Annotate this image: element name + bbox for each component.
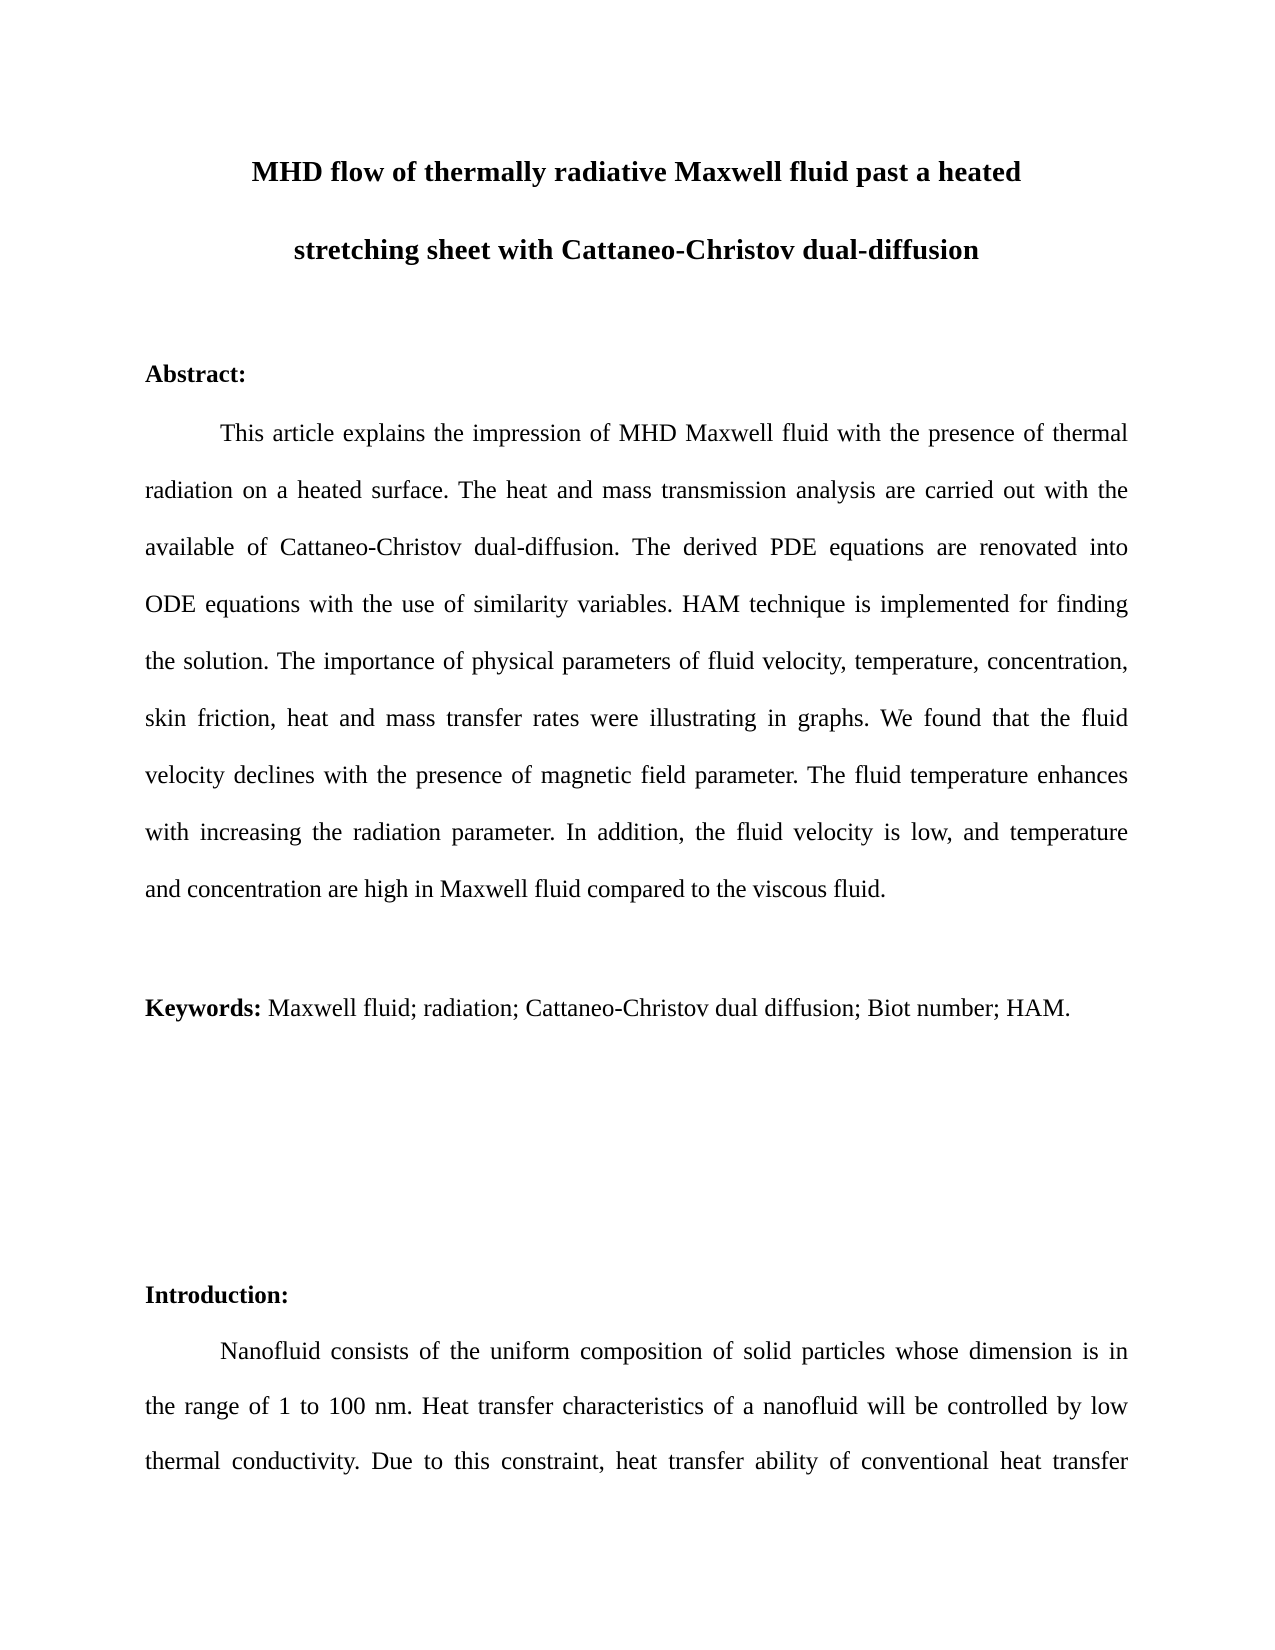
text-line: thermal conductivity. Due to this constraint, heat transfer ability of conventional heat transfer	[145, 1448, 1128, 1475]
keywords-text: Maxwell fluid; radiation; Cattaneo-Christov dual diffusion; Biot number; HAM.	[261, 995, 1071, 1022]
text-line: ODE equations with the use of similarity variables. HAM technique is implemented for finding	[145, 591, 1128, 618]
text-line: available of Cattaneo-Christov dual-diffusion. The derived PDE equations are renovated into	[145, 534, 1128, 561]
abstract-paragraph	[145, 405, 1128, 918]
abstract-heading: Abstract:	[145, 361, 247, 388]
text-line: the solution. The importance of physical parameters of fluid velocity, temperature, concentration,	[145, 648, 1128, 675]
paper-title	[145, 133, 1128, 289]
text-line: Nanofluid consists of the uniform composition of solid particles whose dimension is in	[220, 1338, 1128, 1365]
text-line: radiation on a heated surface. The heat and mass transmission analysis are carried out with the	[145, 477, 1128, 504]
text-line: This article explains the impression of MHD Maxwell fluid with the presence of thermal	[220, 420, 1128, 447]
introduction-heading: Introduction:	[145, 1282, 290, 1309]
text-line: velocity declines with the presence of magnetic field parameter. The fluid temperature enhances	[145, 762, 1128, 789]
text-line: the range of 1 to 100 nm. Heat transfer characteristics of a nanofluid will be controlled by low	[145, 1393, 1128, 1420]
introduction-paragraph	[145, 1324, 1128, 1489]
keywords-label: Keywords:	[145, 995, 262, 1022]
text-line: MHD flow of thermally radiative Maxwell fluid past a heated	[251, 156, 1022, 188]
keywords-line	[145, 980, 1128, 1037]
text-line: and concentration are high in Maxwell fluid compared to the viscous fluid.	[145, 876, 887, 903]
text-line: with increasing the radiation parameter. In addition, the fluid velocity is low, and temperature	[145, 819, 1128, 846]
text-line: stretching sheet with Cattaneo-Christov dual-diffusion	[293, 234, 980, 266]
text-line: skin friction, heat and mass transfer rates were illustrating in graphs. We found that the fluid	[145, 705, 1128, 732]
